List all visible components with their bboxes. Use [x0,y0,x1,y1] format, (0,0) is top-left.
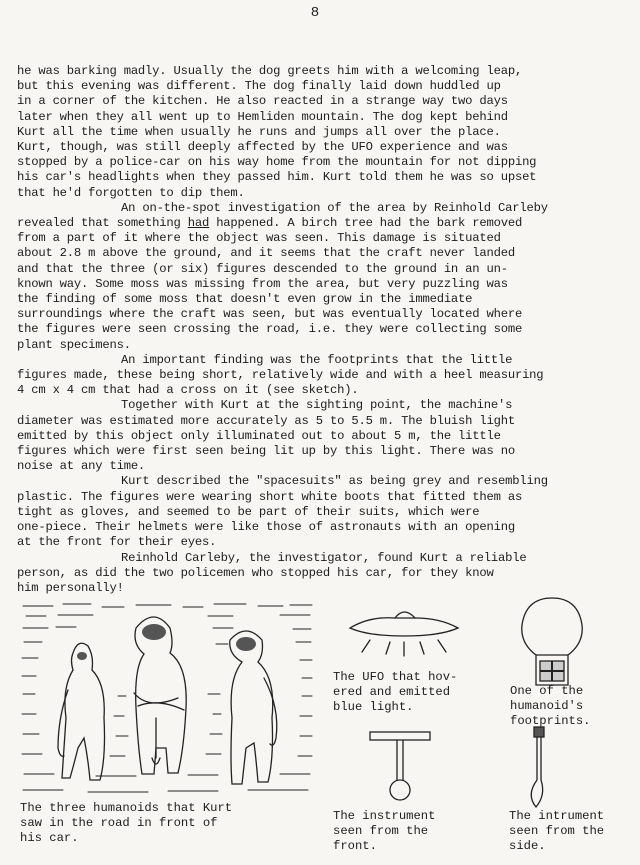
footprint-sketch [512,593,592,693]
caption-line: seen from the [333,824,429,838]
underline-after: happened. A birch tree had the bark removed [209,216,523,231]
text-line: emitted by this object only illuminated out to about 5 m, the little [17,428,501,443]
text-line: diameter was estimated more accurately as 5 to 5.5 m. The bluish light [17,413,515,428]
text-line: 4 cm x 4 cm that had a cross on it (see sketch). [17,383,359,398]
caption-instrument-side [509,809,634,854]
underline-before: revealed that something [17,216,188,231]
caption-line: front. [333,839,377,853]
humanoid-center [134,617,186,774]
text-line: An important finding was the footprints that the little [121,352,513,367]
text-line: him personally! [17,580,124,595]
instrument-side-sketch [520,725,560,810]
text-line: Kurt, though, was still deeply affected by the UFO experience and was [17,140,508,155]
humanoid-left [58,643,105,780]
text-line: stopped by a police-car on his way home from the mountain for not dipping [17,155,537,170]
text-line-underlined [17,216,632,231]
caption-line: seen from the [509,824,605,838]
caption-line: his car. [20,831,79,845]
caption-instrument-front [333,809,483,854]
caption-line: ered and emitted [333,685,451,699]
ufo-sketch [340,600,470,660]
text-line: later when they all went up to Hemliden mountain. The dog kept behind [17,109,508,124]
caption-line: The UFO that hov- [333,670,458,684]
text-line: the finding of some moss that doesn't even grow in the immediate [17,292,473,307]
text-line: plastic. The figures were wearing short white boots that fitted them as [17,489,523,504]
text-line: An on-the-spot investigation of the area by Reinhold Carleby [121,200,548,215]
text-line: about 2.8 m above the ground, and it seems that the craft never landed [17,246,515,261]
caption-line: One of the [510,684,584,698]
text-line: tight as gloves, and seemed to be part of their suits, which were [17,504,480,519]
text-line: his car's headlights when they passed him. Kurt told them he was so upset [17,170,537,185]
text-line: known way. Some moss was missing from the area, but very puzzling was [17,276,508,291]
caption-line: The instrument [333,809,436,823]
text-line: Reinhold Carleby, the investigator, found Kurt a reliable [121,550,527,565]
text-line: he was barking madly. Usually the dog greets him with a welcoming leap, [17,64,523,78]
caption-line: saw in the road in front of [20,816,218,830]
underlined-word: had [187,216,210,231]
caption-line: humanoid's [510,699,584,713]
text-line: one-piece. Their helmets were like those of astronauts with an opening [17,520,515,535]
caption-footprint [510,684,630,729]
text-line: Kurt described the "spacesuits" as being grey and resembling [121,474,548,489]
text-line: plant specimens. [17,337,131,352]
caption-line: footprints. [510,714,591,728]
caption-ufo [333,670,483,715]
text-line: at the front for their eyes. [17,535,217,550]
body-text [17,64,632,596]
text-line: the figures were seen crossing the road, i.e. they were collecting some [17,322,523,337]
text-line: figures made, these being short, relatively wide and with a heel measuring [17,368,544,383]
text-line: that he'd forgotten to dip them. [17,185,245,200]
humanoids-sketch [18,598,318,808]
text-line: person, as did the two policemen who stopped his car, for they know [17,565,494,580]
text-line: Kurt all the time when usually he runs and jumps all over the place. [17,124,501,139]
caption-line: The intrument [509,809,605,823]
caption-line: side. [509,839,546,853]
instrument-front-sketch [360,728,440,808]
text-line: and that the three (or six) figures descended to the ground in an un- [17,261,508,276]
text-line: surroundings where the craft was seen, but was eventually located where [17,307,523,322]
caption-line: The three humanoids that Kurt [20,801,233,815]
text-line: from a part of it where the object was seen. This damage is situated [17,231,501,246]
text-line: Together with Kurt at the sighting point, the machine's [121,398,513,413]
text-line: figures which were first seen being lit up by this light. There was no [17,444,515,459]
humanoid-right [230,631,277,784]
caption-humanoids [20,801,310,846]
caption-line: blue light. [333,700,414,714]
text-line: noise at any time. [17,459,146,474]
page-number: 8 [310,5,320,21]
text-line: but this evening was different. The dog finally laid down huddled up [17,79,501,94]
text-line: in a corner of the kitchen. He also reacted in a strange way two days [17,94,508,109]
